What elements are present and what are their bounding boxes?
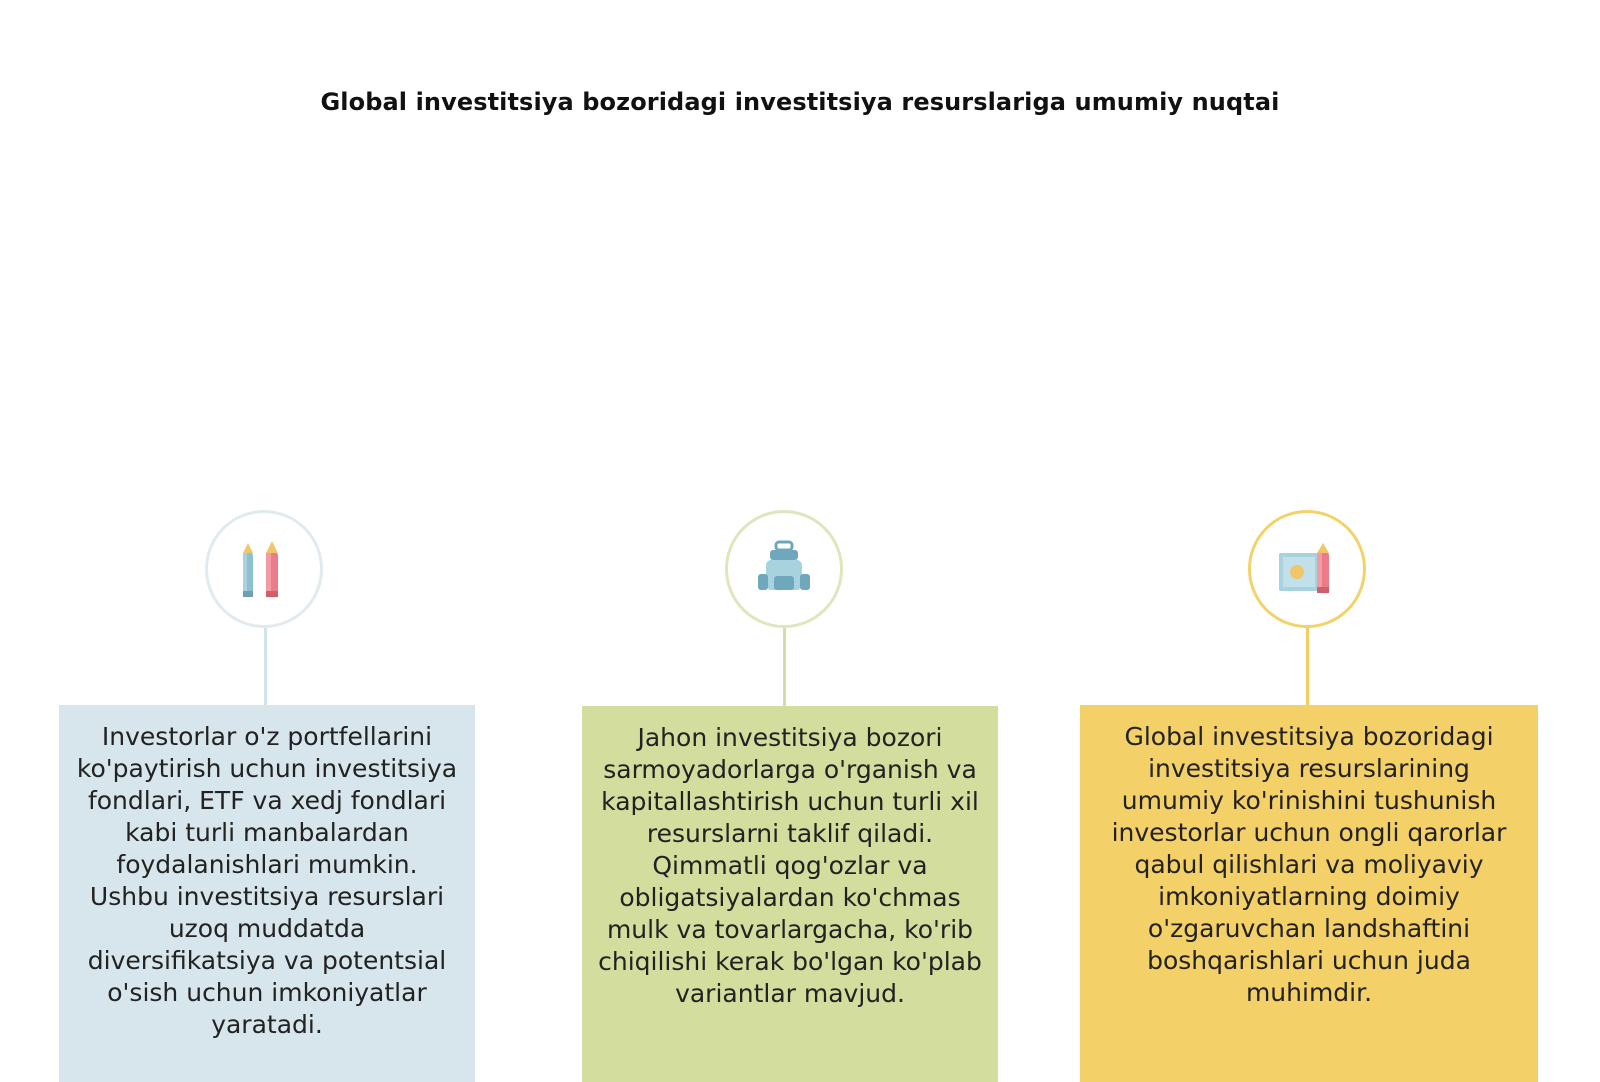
info-card-1: Investorlar o'z portfellarini ko'paytirish uchun investitsiya fondlari, ETF va xedj fondlari kabi turli manbalardan foydalanishlari mumkin. Ushbu investitsiya resurslari uzoq muddatda diversifikatsiya va potentsial o'sish uchun imkoniyatlar yaratadi. — [59, 705, 475, 1082]
icon-circle-1 — [205, 510, 323, 628]
page-title: Global investitsiya bozoridagi investitsiya resurslariga umumiy nuqtai — [320, 88, 1280, 116]
info-card-3: Global investitsiya bozoridagi investitsiya resurslarining umumiy ko'rinishini tushunish investorlar uchun ongli qarorlar qabul qilishlari va moliyaviy imkoniyatlarning doimiy o'zgaruvchan landshaftini boshqarishlari uchun juda muhimdir. — [1080, 705, 1538, 1082]
connector-line-2 — [783, 628, 786, 706]
pencils-icon — [236, 537, 292, 601]
info-card-2: Jahon investitsiya bozori sarmoyadorlarga o'rganish va kapitallashtirish uchun turli xil resurslarni taklif qiladi. Qimmatli qog'ozlar va obligatsiyalardan ko'chmas mulk va tovarlargacha, ko'rib chiqilishi kerak bo'lgan ko'plab variantlar mavjud. — [582, 706, 998, 1082]
connector-line-3 — [1306, 628, 1309, 706]
icon-circle-3 — [1248, 510, 1366, 628]
notepad-pencil-icon — [1275, 539, 1339, 599]
backpack-icon — [754, 538, 814, 600]
icon-circle-2 — [725, 510, 843, 628]
connector-line-1 — [264, 628, 267, 706]
